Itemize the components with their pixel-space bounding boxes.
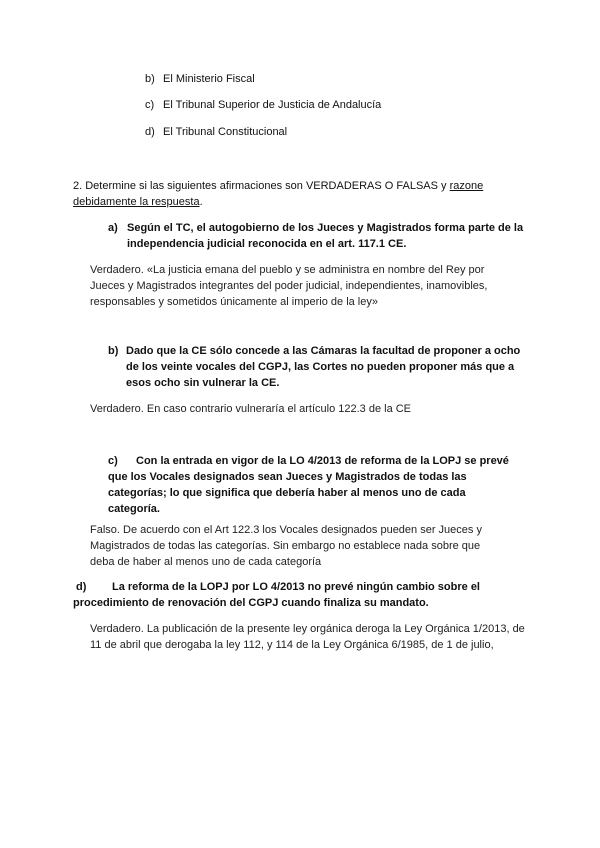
item-b-answer: Verdadero. En caso contrario vulneraría el artículo 122.3 de la CE [90,403,412,415]
item-statement-text: Con la entrada en vigor de la LO 4/2013 de reforma de la LOPJ se prevé que los Vocales designados sean Jueces y Magistrados de todas las categorías; lo que significa que debería haber al menos uno de cada categoría. [108,455,509,515]
item-label: d) [76,581,87,593]
option-d [145,124,287,140]
option-text: El Ministerio Fiscal [163,73,255,85]
item-a-answer: Verdadero. «La justicia emana del pueblo y se administra en nombre del Rey por Jueces y Magistrados integrantes del poder judicial, independientes, inamovibles, responsables y sometidos únicamente al imperio de la ley» [90,264,488,308]
item-c-statement [108,453,520,517]
item-c-answer: Falso. De acuerdo con el Art 122.3 los Vocales designados pueden ser Jueces y Magistrados de todas las categorías. Sin embargo no establece nada sobre que deba de haber al menos uno de cada categoría [90,524,482,568]
item-label: b) [108,345,119,357]
item-statement-text: La reforma de la LOPJ por LO 4/2013 no prevé ningún cambio sobre el procedimiento de renovación del CGPJ cuando finaliza su mandato. [73,581,480,609]
item-label: a) [108,222,118,234]
item-b-statement [108,343,528,391]
item-statement-text: Dado que la CE sólo concede a las Cámaras la facultad de proponer a ocho de los veinte vocales del CGPJ, las Cortes no pueden proponer más que a esos ocho sin vulnerar la CE. [126,345,521,389]
question-2-underlined: razone debidamente la respuesta [73,180,484,208]
option-c [145,97,381,113]
item-label: c) [108,455,118,467]
option-text: El Tribunal Constitucional [163,126,288,138]
option-label: b) [145,73,155,85]
option-label: d) [145,126,155,138]
option-label: c) [145,99,155,111]
question-2-heading [73,178,543,210]
question-2-suffix: . [199,196,203,208]
question-2-prefix: 2. Determine si las siguientes afirmaciones son VERDADERAS O FALSAS y [73,180,450,192]
option-b [145,71,255,87]
item-statement-text: Según el TC, el autogobierno de los Jueces y Magistrados forma parte de la independencia judicial reconocida en el art. 117.1 CE. [127,222,524,250]
item-d-statement [73,579,533,611]
item-a-statement [108,220,528,252]
item-d-answer: Verdadero. La publicación de la presente ley orgánica deroga la Ley Orgánica 1/2013, de 11 de abril que derogaba la ley 112, y 114 de la Ley Orgánica 6/1985, de 1 de julio, [90,623,525,651]
option-text: El Tribunal Superior de Justicia de Andalucía [163,99,382,111]
